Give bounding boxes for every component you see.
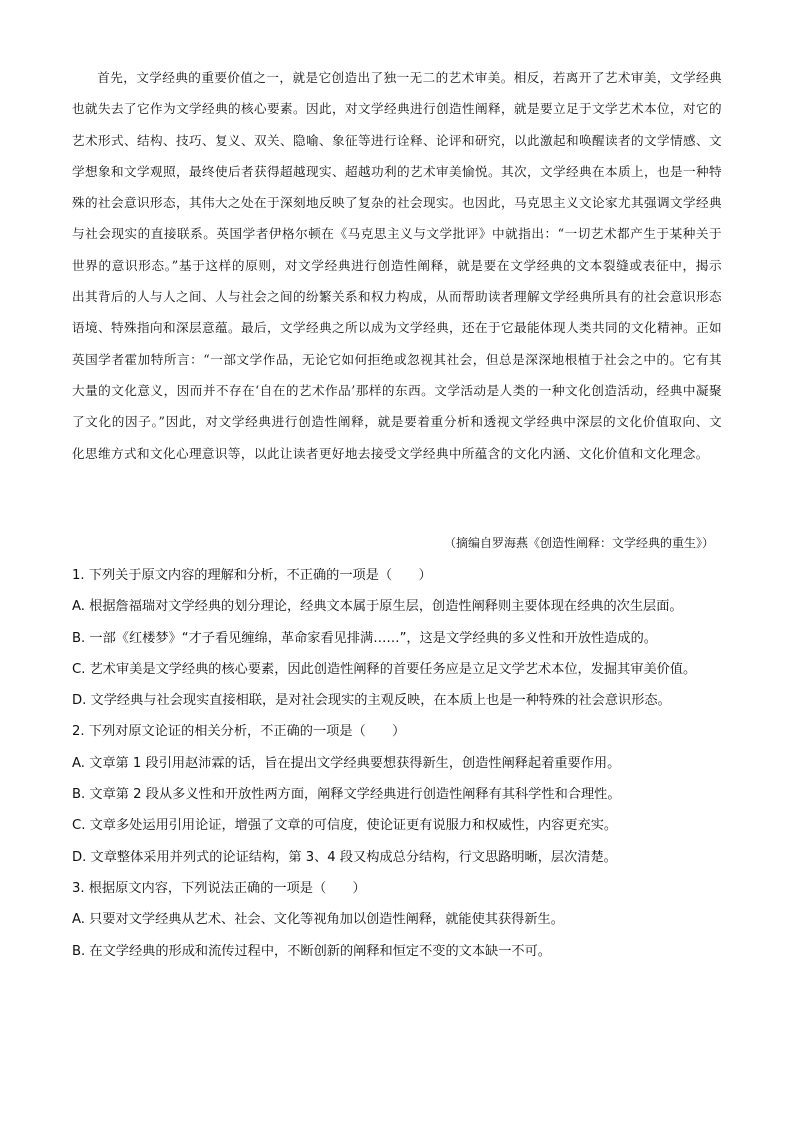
question-stem: 3. 根据原文内容，下列说法正确的一项是（ ） — [72, 880, 366, 896]
question-1 — [72, 560, 722, 716]
option-d: D. 文章整体采用并列式的论证结构，第 3、4 段又构成总分结构，行文思路明晰，层次清楚。 — [72, 849, 617, 865]
option-b: B. 在文学经典的形成和流传过程中，不断创新的阐释和恒定不变的文本缺一不可。 — [72, 943, 551, 959]
option-b: B. 一部《红楼梦》“才子看见缠绵，革命家看见排满……”，这是文学经典的多义性和开放性造成的。 — [72, 630, 657, 646]
question-stem: 2. 下列对原文论证的相关分析，不正确的一项是（ ） — [72, 724, 406, 740]
option-c: C. 艺术审美是文学经典的核心要素，因此创造性阐释的首要任务应是立足文学艺术本位，发掘其审美价值。 — [72, 661, 697, 677]
option-c: C. 文章多处运用引用论证，增强了文章的可信度，使论证更有说服力和权威性，内容更充实。 — [72, 818, 618, 834]
option-b: B. 文章第 2 段从多义性和开放性两方面，阐释文学经典进行创造性阐释有其科学性和合理性。 — [72, 787, 621, 803]
question-list — [72, 560, 722, 967]
option-d: D. 文学经典与社会现实直接相联，是对社会现实的主观反映，在本质上也是一种特殊的社会意识形态。 — [72, 693, 671, 709]
passage-paragraph: 首先，文学经典的重要价值之一，就是它创造出了独一无二的艺术审美。相反，若离开了艺术审美，文学经典也就失去了它作为文学经典的核心要素。因此，对文学经典进行创造性阐释，就是要立足于文学艺术本位，对它的艺术形式、结构、技巧、复义、双关、隐喻、象征等进行诠释、论评和研究，以此激起和唤醒读者的文学情感、文学想象和文学观照，最终使后者获得超越现实、超越功利的艺术审美愉悦。其次，文学经典在本质上，也是一种特殊的社会意识形态，其伟大之处在于深刻地反映了复杂的社会现实。也因此，马克思主义文论家尤其强调文学经典与社会现实的直接联系。英国学者伊格尔顿在《马克思主义与文学批评》中就指出：“一切艺术都产生于某种关于世界的意识形态。”基于这样的原则，对文学经典进行创造性阐释，就是要在文学经典的文本裂缝或表征中，揭示出其背后的人与人之间、人与社会之间的纷繁关系和权力构成，从而帮助读者理解文学经典所具有的社会意识形态语境、特殊指向和深层意蕴。最后，文学经典之所以成为文学经典，还在于它最能体现人类共同的文化精神。正如英国学者霍加特所言：“一部文学作品，无论它如何拒绝或忽视其社会，但总是深深地根植于社会之中的。它有其大量的文化意义，因而并不存在‘自在的艺术作品’那样的东西。文学活动是人类的一种文化创造活动，经典中凝聚了文化的因子。”因此，对文学经典进行创造性阐释，就是要着重分析和透视文学经典中深层的文化价值取向、文化思维方式和文化心理意识等，以此让读者更好地去接受文学经典中所蕴含的文化内涵、文化价值和文化理念。 — [72, 70, 722, 461]
option-a: A. 只要对文学经典从艺术、社会、文化等视角加以创造性阐释，就能使其获得新生。 — [72, 912, 564, 928]
passage-source: （摘编自罗海燕《创造性阐释：文学经典的重生》） — [443, 536, 714, 550]
question-2 — [72, 716, 722, 872]
question-stem: 1. 下列关于原文内容的理解和分析，不正确的一项是（ ） — [72, 568, 432, 583]
option-a: A. 文章第 1 段引用赵沛霖的话，旨在提出文学经典要想获得新生，创造性阐释起着重要作用。 — [72, 755, 621, 771]
question-3 — [72, 873, 722, 967]
option-a: A. 根据詹福瑞对文学经典的划分理论，经典文本属于原生层，创造性阐释则主要体现在经典的次生层面。 — [72, 599, 683, 615]
